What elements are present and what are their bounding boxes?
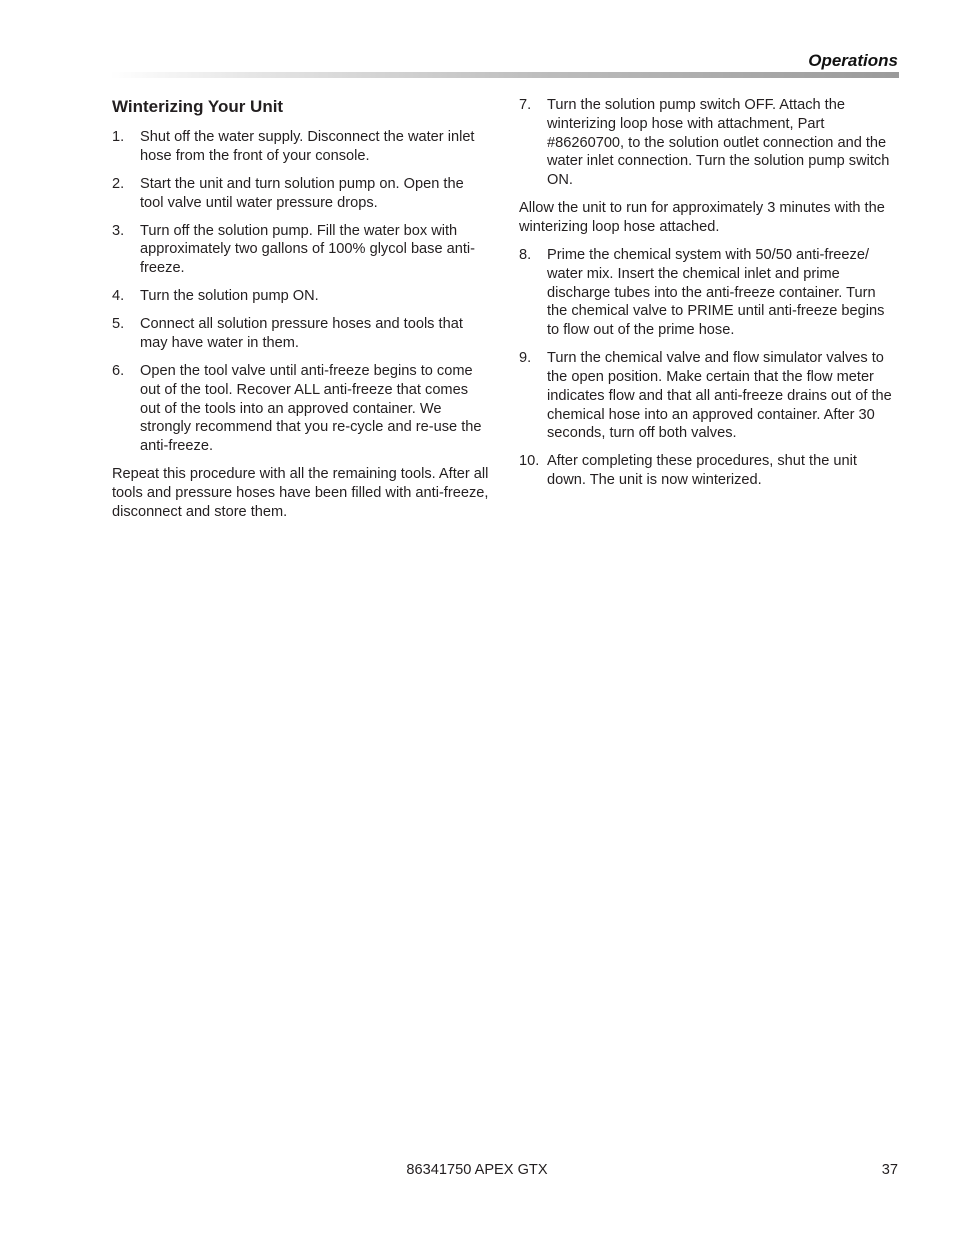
step-number: 3.	[112, 222, 125, 239]
right-steps-list-a	[519, 96, 899, 190]
step-text: Turn the solution pump ON.	[140, 288, 319, 305]
list-item	[519, 96, 899, 190]
step-text: Prime the chemical system with 50/50 anti-freeze/ water mix. Insert the chemical inlet and prime discharge tubes into the anti-freeze container. Turn the chemical valve to PRIME until anti-freeze begins to flow out of the prime hose.	[547, 246, 885, 339]
repeat-procedure-paragraph: Repeat this procedure with all the remaining tools. After all tools and pressure hoses have been filled with anti-freeze, disconnect and store them.	[112, 466, 489, 520]
list-item	[112, 287, 490, 306]
list-item	[519, 452, 899, 490]
step-text: Connect all solution pressure hoses and tools that may have water in them.	[140, 316, 463, 351]
step-number: 9.	[519, 350, 532, 367]
step-number: 1.	[112, 129, 125, 145]
step-text: Shut off the water supply. Disconnect the water inlet hose from the front of your console.	[140, 129, 475, 164]
step-number: 2.	[112, 175, 125, 192]
run-duration-paragraph: Allow the unit to run for approximately 3 minutes with the winterizing loop hose attached.	[519, 200, 885, 235]
step-number: 6.	[112, 362, 125, 379]
page-heading: Winterizing Your Unit	[112, 97, 284, 116]
step-text: Start the unit and turn solution pump on. Open the tool valve until water pressure drops.	[140, 175, 464, 211]
step-text: Turn off the solution pump. Fill the water box with approximately two gallons of 100% glycol base anti-freeze.	[140, 222, 476, 277]
page-number: 37	[881, 1162, 898, 1178]
right-column	[519, 96, 899, 499]
step-number: 8.	[519, 246, 532, 263]
list-item	[112, 222, 490, 278]
step-text: Turn the chemical valve and flow simulator valves to the open position. Make certain that the flow meter indicates flow and that all anti-freeze drains out of the chemical hose into an approved container. After 30 seconds, turn off both valves.	[547, 350, 892, 442]
list-item	[519, 349, 899, 443]
step-number: 4.	[112, 288, 125, 305]
footer-document-id: 86341750 APEX GTX	[406, 1162, 548, 1178]
step-number: 10.	[519, 453, 540, 470]
header-rule	[110, 72, 899, 78]
list-item	[112, 175, 490, 213]
section-title: Operations	[808, 51, 898, 70]
right-steps-list-b	[519, 246, 899, 490]
list-item	[519, 246, 899, 340]
left-steps-list	[112, 128, 490, 456]
step-text: Open the tool valve until anti-freeze begins to come out of the tool. Recover ALL anti-freeze that comes out of the tools into an approved container. We strongly recommend that you re-cycle and re-use the anti-freeze.	[140, 362, 482, 455]
left-column	[112, 96, 490, 531]
list-item	[112, 315, 490, 353]
list-item	[112, 362, 490, 456]
step-text: Turn the solution pump switch OFF. Attach the winterizing loop hose with attachment, Part #86260700, to the solution outlet connection and the water inlet connection. Turn the solution pump switch ON.	[547, 97, 890, 189]
step-number: 7.	[519, 97, 532, 113]
step-text: After completing these procedures, shut the unit down. The unit is now winterized.	[547, 453, 857, 489]
step-number: 5.	[112, 316, 125, 333]
list-item	[112, 128, 490, 166]
